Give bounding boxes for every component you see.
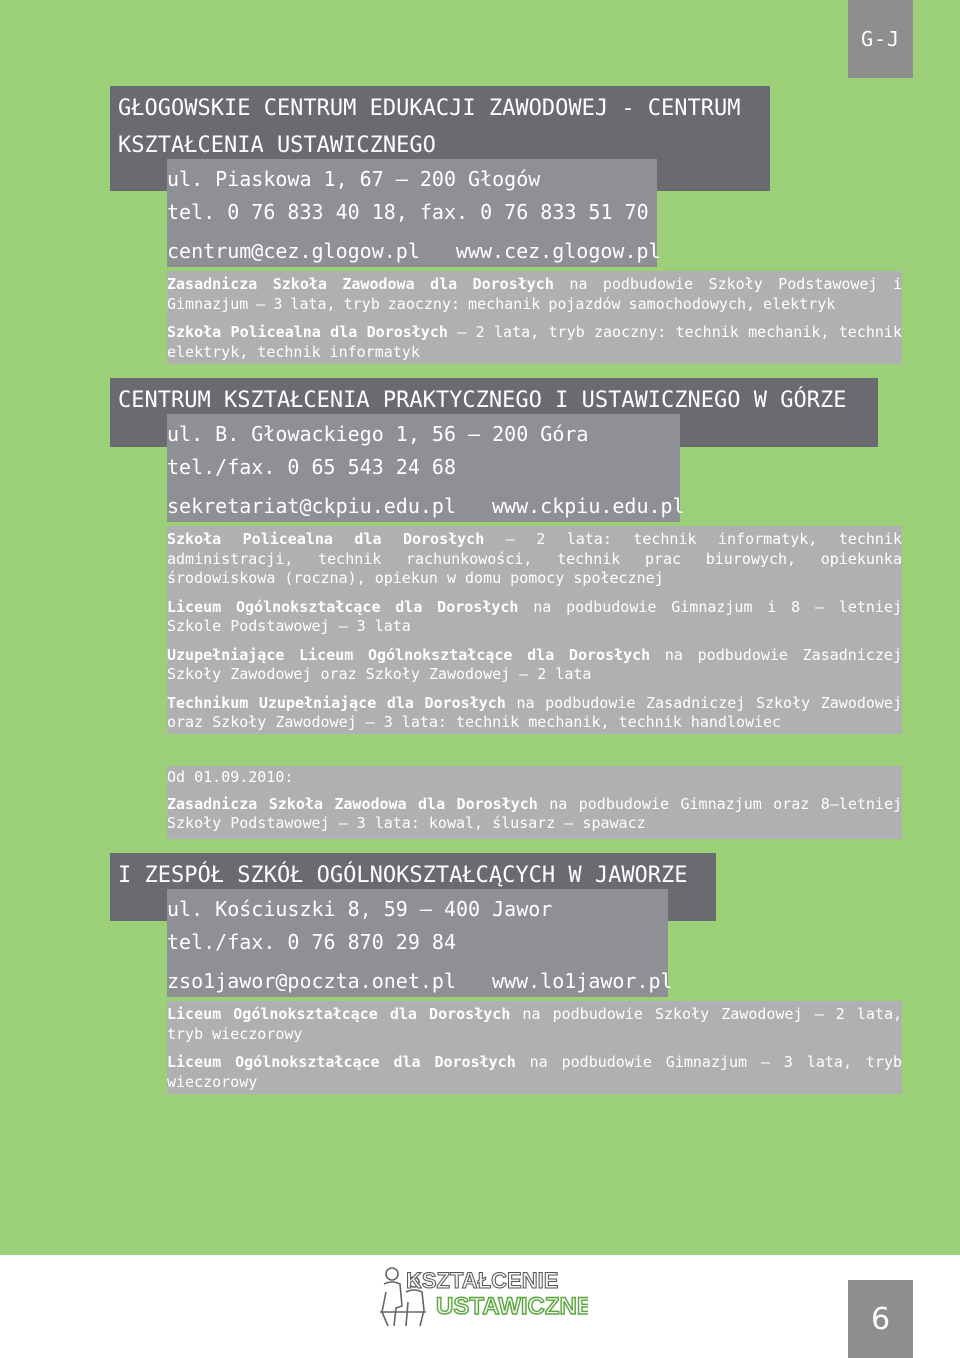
institution-2-web (167, 484, 685, 522)
institution-1-web (167, 229, 661, 267)
institution-1-title-line1: GŁOGOWSKIE CENTRUM EDUKACJI ZAWODOWEJ - CENTRUM (118, 96, 741, 121)
institution-1-www[interactable]: www.cez.glogow.pl (455, 239, 661, 263)
school-name: Szkoła Policealna dla Dorosłych (167, 323, 448, 341)
school-entry (167, 1053, 902, 1092)
school-desc: – 2 lata, tryb zaoczny: technik mechanik, technik elektryk, technik informatyk (167, 323, 902, 361)
institution-1-schools (167, 271, 902, 364)
institution-2-contact (167, 414, 685, 522)
school-desc: na podbudowie Gimnazjum i 8 – letniej Szkole Podstawowej – 3 lata (167, 597, 903, 635)
school-entry (167, 275, 902, 314)
institution-1-email[interactable]: centrum@cez.glogow.pl (167, 239, 420, 263)
institution-3-email[interactable]: zso1jawor@poczta.onet.pl (167, 969, 456, 993)
page-number: 6 (848, 1280, 913, 1358)
institution-3-web (167, 959, 673, 997)
school-entry (167, 323, 902, 362)
school-entry (167, 530, 902, 589)
institution-3-address: ul. Kościuszki 8, 59 – 400 Jawor (167, 897, 553, 921)
school-name: Zasadnicza Szkoła Zawodowa dla Dorosłych (167, 794, 538, 813)
institution-2-phone: tel./fax. 0 65 543 24 68 (167, 455, 456, 479)
school-desc: – 2 lata: technik informatyk, technik administracji, technik rachunkowości, technik prac biurowych, opiekunka środowiskowa (roczna), opiekun w domu pomocy społecznej (167, 530, 902, 587)
school-entry (167, 1005, 902, 1044)
school-name: Uzupełniające Liceum Ogólnokształcące dla Dorosłych (167, 645, 651, 664)
logo-word-1: KSZTAŁCENIE (406, 1268, 559, 1293)
institution-3-contact (167, 889, 673, 997)
institution-3-phone: tel./fax. 0 76 870 29 84 (167, 930, 456, 954)
school-entry (167, 795, 902, 834)
kształcenie-ustawiczne-logo (378, 1262, 588, 1334)
institution-3-title-line1: I ZESPÓŁ SZKÓŁ OGÓLNOKSZTAŁCĄCYCH W JAWORZE (118, 863, 688, 888)
school-name: Zasadnicza Szkoła Zawodowa dla Dorosłych (167, 275, 554, 293)
school-name: Liceum Ogólnokształcące dla Dorosłych (167, 597, 519, 616)
institution-1-title-line2: KSZTAŁCENIA USTAWICZNEGO (118, 133, 436, 158)
school-desc: na podbudowie Zasadniczej Szkoły Zawodowej oraz Szkoły Zawodowej – 2 lata (167, 645, 902, 683)
school-desc: na podbudowie Gimnazjum – 3 lata, tryb wieczorowy (167, 1053, 903, 1091)
school-desc: na podbudowie Zasadniczej Szkoły Zawodowej oraz Szkoły Zawodowej – 3 lata: technik mechanik, technik handlowiec (167, 693, 902, 731)
school-name: Liceum Ogólnokształcące dla Dorosłych (167, 1053, 516, 1071)
school-desc: na podbudowie Szkoły Podstawowej i Gimnazjum – 3 lata, tryb zaoczny: mechanik pojazdów samochodowych, elektryk (167, 275, 903, 313)
school-name: Liceum Ogólnokształcące dla Dorosłych (167, 1005, 511, 1023)
logo-graphic (378, 1262, 588, 1334)
school-name: Szkoła Policealna dla Dorosłych (167, 530, 485, 548)
section-tab: G-J (848, 0, 913, 78)
institution-2-email[interactable]: sekretariat@ckpiu.edu.pl (167, 494, 456, 518)
school-entry (167, 646, 902, 685)
school-entry (167, 694, 902, 733)
school-entry (167, 598, 902, 637)
school-desc: na podbudowie Gimnazjum oraz 8–letniej Szkoły Podstawowej – 3 lata: kowal, ślusarz – spawacz (167, 794, 903, 832)
institution-2-title-line1: CENTRUM KSZTAŁCENIA PRAKTYCZNEGO I USTAWICZNEGO W GÓRZE (118, 388, 847, 413)
institution-2-schools (167, 526, 902, 734)
logo-word-2: USTAWICZNE (436, 1293, 588, 1320)
institution-1-address: ul. Piaskowa 1, 67 – 200 Głogów (167, 167, 541, 191)
institution-2-future-schools (167, 766, 902, 839)
institution-1-contact (167, 159, 661, 267)
institution-1-phone: tel. 0 76 833 40 18, fax. 0 76 833 51 70 (167, 200, 649, 224)
institution-3-schools (167, 1001, 902, 1094)
school-name: Technikum Uzupełniające dla Dorosłych (167, 693, 506, 712)
from-date: Od 01.09.2010: (167, 768, 294, 786)
school-desc: na podbudowie Szkoły Zawodowej – 2 lata, tryb wieczorowy (167, 1005, 903, 1043)
institution-2-address: ul. B. Głowackiego 1, 56 – 200 Góra (167, 422, 589, 446)
institution-3-www[interactable]: www.lo1jawor.pl (491, 969, 673, 993)
institution-2-www[interactable]: www.ckpiu.edu.pl (491, 494, 685, 518)
